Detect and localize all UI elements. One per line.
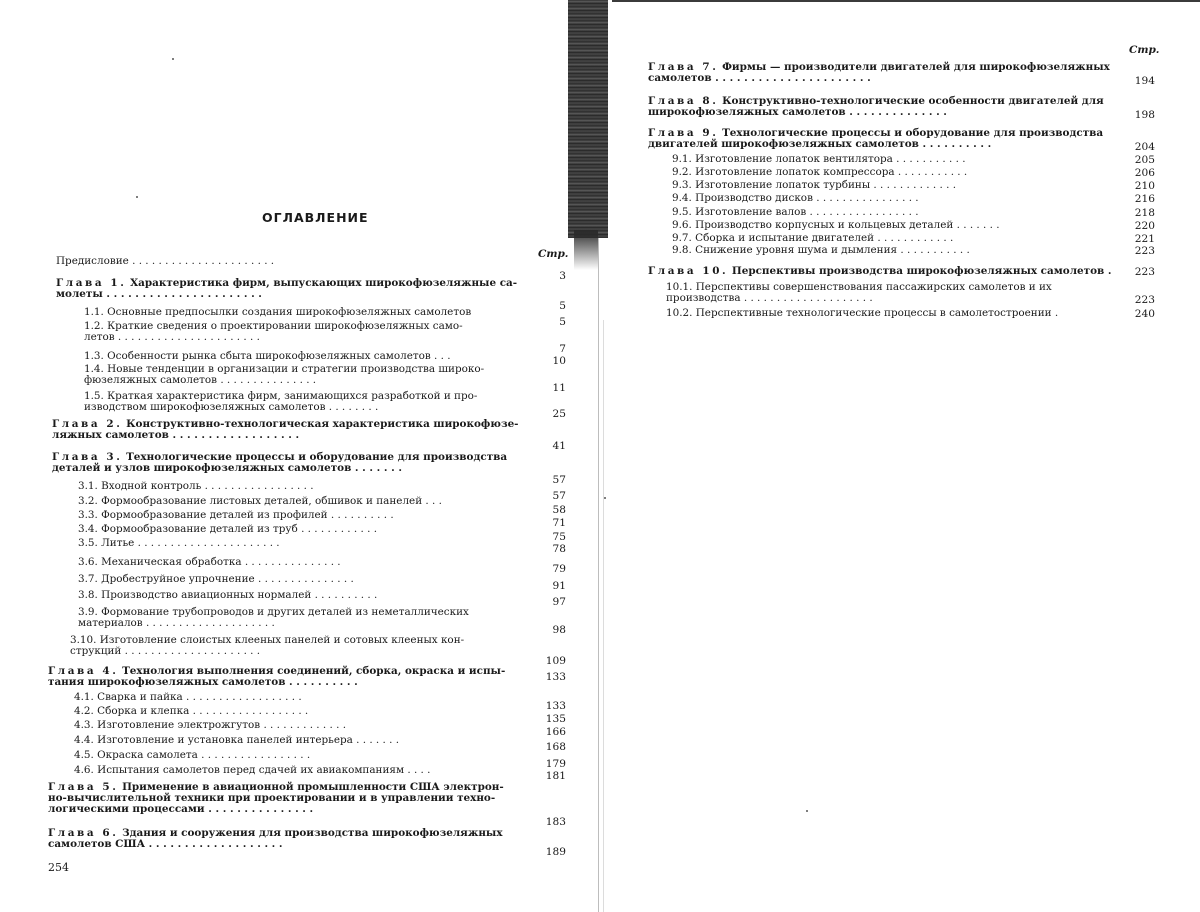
toc-page-number: 78 <box>552 543 566 555</box>
toc-entry-text: молеты . . . . . . . . . . . . . . . . . . . . . . <box>56 288 262 301</box>
toc-section-entry[interactable] <box>78 524 377 535</box>
toc-section-entry[interactable] <box>672 233 953 244</box>
toc-page-number: 41 <box>552 440 566 452</box>
toc-entry-text: Глава 4. Технология выполнения соединений, сборка, окраска и испы- <box>48 665 506 677</box>
toc-page-number: 206 <box>1134 167 1155 179</box>
toc-entry-text: Глава 9. Технологические процессы и оборудование для производства <box>648 127 1104 139</box>
toc-section-entry[interactable] <box>78 510 394 521</box>
toc-page-number: 7 <box>559 343 566 355</box>
toc-section-entry[interactable] <box>78 481 314 492</box>
toc-page-number: 5 <box>559 316 566 328</box>
toc-section-entry[interactable] <box>74 750 310 761</box>
toc-section-entry[interactable] <box>672 220 1000 231</box>
toc-entry-text: 4.6. Испытания самолетов перед сдачей их авиакомпаниям . . . . <box>74 764 431 776</box>
toc-section-entry[interactable] <box>84 351 451 362</box>
toc-entry-text: деталей и узлов широкофюзеляжных самолетов . . . . . . . <box>52 462 402 475</box>
toc-entry-text: 3.2. Формообразование листовых деталей, обшивок и панелей . . . <box>78 495 442 507</box>
toc-entry-text: 9.8. Снижение уровня шума и дымления . . . . . . . . . . . <box>672 244 970 256</box>
toc-page-number: 5 <box>559 300 566 312</box>
toc-section-entry[interactable] <box>84 307 471 318</box>
toc-page-number: 210 <box>1134 180 1155 192</box>
toc-page-number: 221 <box>1134 233 1155 245</box>
toc-entry-text: Глава 6. Здания и сооружения для производства широкофюзеляжных <box>48 827 503 839</box>
toc-entry-text: 9.6. Производство корпусных и кольцевых деталей . . . . . . . <box>672 219 1000 231</box>
toc-entry-text: 3.8. Производство авиационных нормалей . . . . . . . . . . <box>78 589 378 601</box>
toc-page-number: 179 <box>545 758 566 770</box>
toc-chapter-entry[interactable] <box>648 266 1111 277</box>
chapter-label: Глава 7. <box>648 61 719 73</box>
toc-section-entry[interactable] <box>56 256 274 267</box>
toc-page-number: 79 <box>552 563 566 575</box>
toc-entry-text: ляжных самолетов . . . . . . . . . . . . . . . . . . <box>52 429 300 442</box>
toc-entry-text: 3.4. Формообразование деталей из труб . . . . . . . . . . . . <box>78 523 378 535</box>
toc-chapter-entry[interactable] <box>648 62 1110 84</box>
toc-entry-text: 9.2. Изготовление лопаток компрессора . . . . . . . . . . . <box>672 166 968 178</box>
toc-page-number: 240 <box>1134 308 1155 320</box>
toc-page-number: 91 <box>552 580 566 592</box>
toc-entry-text: 9.1. Изготовление лопаток вентилятора . . . . . . . . . . . <box>672 153 966 165</box>
toc-page-number: 223 <box>1134 245 1155 257</box>
toc-entry-text: производства . . . . . . . . . . . . . . . . . . . . <box>666 292 873 305</box>
toc-entry-text: двигателей широкофюзеляжных самолетов . . . . . . . . . . <box>648 138 992 151</box>
toc-entry-text: 10.1. Перспективы совершенствования пассажирских самолетов и их <box>666 281 1052 293</box>
toc-chapter-entry[interactable] <box>56 278 517 300</box>
toc-entry-text: 1.1. Основные предпосылки создания широкофюзеляжных самолетов <box>84 306 472 318</box>
toc-entry-text: 10.2. Перспективные технологические процессы в самолетостроении . <box>666 307 1059 319</box>
toc-page-number: 181 <box>545 770 566 782</box>
page-column-header: Стр. <box>1129 44 1160 56</box>
toc-section-entry[interactable] <box>672 167 967 178</box>
toc-entry-text: 3.7. Дробеструйное упрочнение . . . . . . . . . . . . . . . <box>78 573 354 585</box>
toc-entry-text: логическими процессами . . . . . . . . . . . . . . . <box>48 803 314 816</box>
toc-entry-text: 1.3. Особенности рынка сбыта широкофюзеляжных самолетов . . . <box>84 350 451 362</box>
toc-section-entry[interactable] <box>84 321 463 343</box>
chapter-label: Глава 6. <box>48 827 119 839</box>
toc-chapter-entry[interactable] <box>48 666 505 688</box>
paper-speck <box>604 497 606 499</box>
toc-entry-text: 9.4. Производство дисков . . . . . . . . . . . . . . . . <box>672 192 919 204</box>
toc-page-number: 57 <box>552 474 566 486</box>
toc-entry-text: 1.2. Краткие сведения о проектировании широкофюзеляжных само- <box>84 320 463 332</box>
toc-section-entry[interactable] <box>672 207 919 218</box>
toc-section-entry[interactable] <box>78 607 469 629</box>
toc-page-number: 57 <box>552 490 566 502</box>
toc-entry-text: Глава 2. Конструктивно-технологическая характеристика широкофюзе- <box>52 418 519 430</box>
toc-entry-text: 9.7. Сборка и испытание двигателей . . . . . . . . . . . . <box>672 232 954 244</box>
paper-speck <box>172 58 174 60</box>
toc-entry-text: самолетов США . . . . . . . . . . . . . . . . . . . <box>48 838 283 851</box>
toc-title: ОГЛАВЛЕНИЕ <box>262 210 369 225</box>
toc-section-entry[interactable] <box>74 735 399 746</box>
toc-page-number: 216 <box>1134 193 1155 205</box>
toc-page-number: 25 <box>552 408 566 420</box>
toc-section-entry[interactable] <box>70 635 464 657</box>
toc-entry-text: 3.3. Формообразование деталей из профилей . . . . . . . . . . <box>78 509 394 521</box>
toc-chapter-entry[interactable] <box>52 452 507 474</box>
toc-entry-text: 1.4. Новые тенденции в организации и стратегии производства широко- <box>84 363 485 375</box>
paper-speck <box>136 196 138 198</box>
page-column-header: Стр. <box>538 248 569 260</box>
toc-entry-text: 4.2. Сборка и клепка . . . . . . . . . . . . . . . . . . <box>74 705 309 717</box>
toc-chapter-entry[interactable] <box>52 419 519 441</box>
chapter-label: Глава 9. <box>648 127 719 139</box>
toc-section-entry[interactable] <box>78 557 341 568</box>
toc-page-number: 133 <box>545 700 566 712</box>
toc-entry-text: Глава 8. Конструктивно-технологические особенности двигателей для <box>648 95 1104 107</box>
chapter-label: Глава 10. <box>648 265 729 277</box>
chapter-label: Глава 3. <box>52 451 123 463</box>
toc-chapter-entry[interactable] <box>48 782 504 816</box>
toc-entry-text: 3.6. Механическая обработка . . . . . . . . . . . . . . . <box>78 556 341 568</box>
toc-section-entry[interactable] <box>666 282 1052 304</box>
toc-page-number: 75 <box>552 531 566 543</box>
toc-section-entry[interactable] <box>74 765 430 776</box>
toc-page-number: 58 <box>552 504 566 516</box>
toc-entry-text: Глава 3. Технологические процессы и оборудование для производства <box>52 451 508 463</box>
toc-page-number: 135 <box>545 713 566 725</box>
chapter-label: Глава 1. <box>56 277 127 289</box>
toc-page-number: 223 <box>1134 266 1155 278</box>
toc-page-number: 109 <box>545 655 566 667</box>
toc-page-number: 98 <box>552 624 566 636</box>
toc-page-number: 194 <box>1134 75 1155 87</box>
toc-entry-text: Глава 7. Фирмы — производители двигателей для широкофюзеляжных <box>648 61 1110 73</box>
toc-section-entry[interactable] <box>84 364 484 386</box>
toc-entry-text: 9.5. Изготовление валов . . . . . . . . . . . . . . . . . <box>672 206 919 218</box>
toc-page-number: 166 <box>545 726 566 738</box>
toc-entry-text: 3.1. Входной контроль . . . . . . . . . . . . . . . . . <box>78 480 314 492</box>
toc-entry-text: летов . . . . . . . . . . . . . . . . . . . . . . <box>84 331 260 344</box>
toc-page-number: 198 <box>1134 109 1155 121</box>
chapter-label: Глава 4. <box>48 665 119 677</box>
toc-page-number: 10 <box>552 355 566 367</box>
toc-entry-text: 3.5. Литье . . . . . . . . . . . . . . . . . . . . . . <box>78 537 280 549</box>
toc-section-entry[interactable] <box>74 692 302 703</box>
chapter-label: Глава 5. <box>48 781 119 793</box>
toc-entry-text: изводством широкофюзеляжных самолетов . . . . . . . . <box>84 401 379 414</box>
toc-chapter-entry[interactable] <box>648 128 1103 150</box>
toc-entry-text: 1.5. Краткая характеристика фирм, занимающихся разработкой и про- <box>84 390 478 402</box>
toc-page-number: 223 <box>1134 294 1155 306</box>
toc-page-number: 71 <box>552 517 566 529</box>
toc-section-entry[interactable] <box>78 496 442 507</box>
toc-entry-text: 4.4. Изготовление и установка панелей интерьера . . . . . . . <box>74 734 400 746</box>
toc-section-entry[interactable] <box>74 706 308 717</box>
toc-section-entry[interactable] <box>672 154 966 165</box>
toc-page-number: 168 <box>545 741 566 753</box>
toc-entry-text: 4.1. Сварка и пайка . . . . . . . . . . . . . . . . . . <box>74 691 302 703</box>
toc-section-entry[interactable] <box>78 538 280 549</box>
page-seam-inner <box>603 320 604 912</box>
toc-section-entry[interactable] <box>74 720 346 731</box>
toc-section-entry[interactable] <box>666 308 1058 319</box>
toc-entry-text: 9.3. Изготовление лопаток турбины . . . . . . . . . . . . . <box>672 179 957 191</box>
left-page <box>0 0 590 912</box>
page-number: 254 <box>48 861 69 874</box>
toc-section-entry[interactable] <box>672 180 956 191</box>
toc-entry-text: 4.3. Изготовление электрожгутов . . . . . . . . . . . . . <box>74 719 347 731</box>
toc-section-entry[interactable] <box>84 391 477 413</box>
toc-chapter-entry[interactable] <box>648 96 1104 118</box>
toc-entry-text: 4.5. Окраска самолета . . . . . . . . . . . . . . . . . <box>74 749 311 761</box>
toc-entry-text: тания широкофюзеляжных самолетов . . . . . . . . . . <box>48 676 358 689</box>
toc-section-entry[interactable] <box>78 590 377 601</box>
toc-entry-text: материалов . . . . . . . . . . . . . . . . . . . . <box>78 617 275 630</box>
toc-section-entry[interactable] <box>672 245 970 256</box>
toc-section-entry[interactable] <box>672 193 919 204</box>
toc-entry-text: Глава 5. Применение в авиационной промышленности США электрон- <box>48 781 504 793</box>
toc-entry-text: струкций . . . . . . . . . . . . . . . . . . . . . <box>70 645 261 658</box>
toc-entry-text: 3.10. Изготовление слоистых клееных панелей и сотовых клееных кон- <box>70 634 465 646</box>
toc-entry-text: Глава 10. Перспективы производства широкофюзеляжных самолетов . <box>648 265 1112 277</box>
toc-entry-text: Предисловие . . . . . . . . . . . . . . . . . . . . . . <box>56 255 275 267</box>
paper-speck <box>806 810 808 812</box>
toc-page-number: 205 <box>1134 154 1155 166</box>
toc-page-number: 97 <box>552 596 566 608</box>
toc-entry-text: но-вычислительной техники при проектировании и в управлении техно- <box>48 792 496 805</box>
chapter-label: Глава 2. <box>52 418 123 430</box>
toc-entry-text: широкофюзеляжных самолетов . . . . . . . . . . . . . . <box>648 106 947 119</box>
chapter-label: Глава 8. <box>648 95 719 107</box>
page-seam <box>598 238 599 912</box>
toc-page-number: 3 <box>559 270 566 282</box>
toc-page-number: 204 <box>1134 141 1155 153</box>
toc-entry-text: фюзеляжных самолетов . . . . . . . . . . . . . . . <box>84 374 317 387</box>
toc-page-number: 133 <box>545 671 566 683</box>
toc-page-number: 183 <box>545 816 566 828</box>
toc-page-number: 220 <box>1134 220 1155 232</box>
toc-section-entry[interactable] <box>78 574 354 585</box>
toc-entry-text: самолетов . . . . . . . . . . . . . . . . . . . . . . <box>648 72 871 85</box>
toc-page-number: 218 <box>1134 207 1155 219</box>
toc-entry-text: Глава 1. Характеристика фирм, выпускающих широкофюзеляжные са- <box>56 277 518 289</box>
toc-entry-text: 3.9. Формование трубопроводов и других деталей из неметаллических <box>78 606 469 618</box>
toc-page-number: 11 <box>552 382 566 394</box>
right-page <box>612 0 1200 912</box>
toc-page-number: 189 <box>545 846 566 858</box>
toc-chapter-entry[interactable] <box>48 828 503 850</box>
